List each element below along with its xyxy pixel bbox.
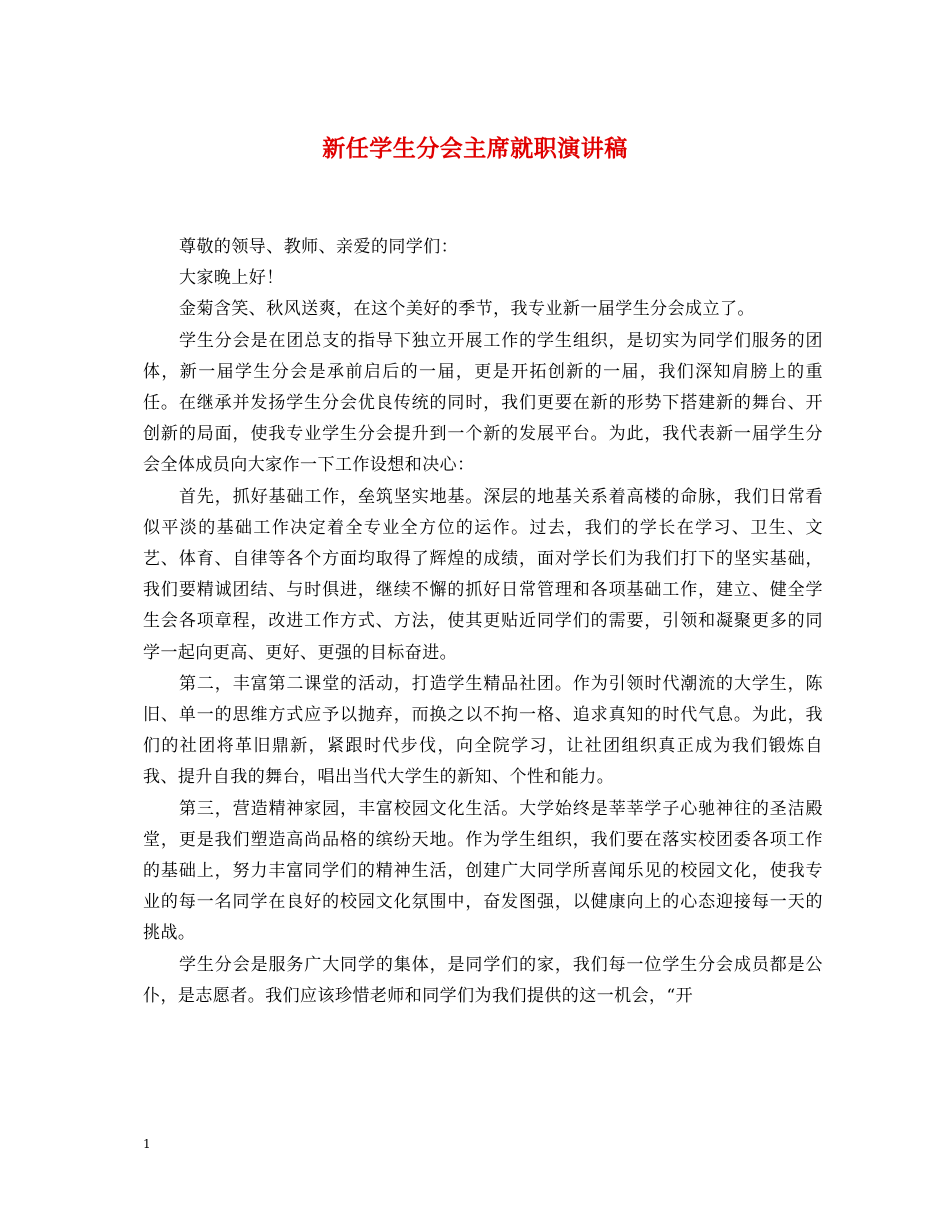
paragraph-second-point: 第二，丰富第二课堂的活动，打造学生精品社团。作为引领时代潮流的大学生，陈旧、单一的思维方式应予以抛弃，而换之以不拘一格、追求真知的时代气息。为此，我们的社团将革旧鼎新，紧跟时代步伐，向全院学习，让社团组织真正成为我们锻炼自我、提升自我的舞台，唱出当代大学生的新知、个性和能力。: [143, 673, 823, 788]
paragraph-closing: 学生分会是服务广大同学的集体，是同学们的家，我们每一位学生分会成员都是公仆，是志愿者。我们应该珍惜老师和同学们为我们提供的这一机会，“开: [143, 954, 823, 1006]
page-number: 1: [143, 1137, 151, 1151]
paragraph-salutation: 尊敬的领导、教师、亲爱的同学们：: [179, 237, 459, 257]
paragraph-first-point: 首先，抓好基础工作，垒筑坚实地基。深层的地基关系着高楼的命脉，我们日常看似平淡的基础工作决定着全专业全方位的运作。过去，我们的学长在学习、卫生、文艺、体育、自律等各个方面均取得了辉煌的成绩，面对学长们为我们打下的坚实基础，我们要精诚团结、与时俱进，继续不懈的抓好日常管理和各项基础工作，建立、健全学生会各项章程，改进工作方式、方法，使其更贴近同学们的需要，引领和凝聚更多的同学一起向更高、更好、更强的目标奋进。: [143, 486, 823, 663]
paragraph-greeting: 大家晚上好！: [179, 268, 284, 289]
paragraph-third-point: 第三，营造精神家园，丰富校园文化生活。大学始终是莘莘学子心驰神往的圣洁殿堂，更是我们塑造高尚品格的缤纷天地。作为学生组织，我们要在落实校团委各项工作的基础上，努力丰富同学们的精神生活，创建广大同学所喜闻乐见的校园文化，使我专业的每一名同学在良好的校园文化氛围中，奋发图强，以健康向上的心态迎接每一天的挑战。: [143, 798, 823, 944]
paragraph-opening: 金菊含笑、秋风送爽，在这个美好的季节，我专业新一届学生分会成立了。: [179, 299, 755, 320]
document-body: [143, 232, 823, 1012]
paragraph-introduction: 学生分会是在团总支的指导下独立开展工作的学生组织，是切实为同学们服务的团体，新一届学生分会是承前启后的一届，更是开拓创新的一届，我们深知肩膀上的重任。在继承并发扬学生分会优良传统的同时，我们更要在新的形势下搭建新的舞台、开创新的局面，使我专业学生分会提升到一个新的发展平台。为此，我代表新一届学生分会全体成员向大家作一下工作设想和决心：: [143, 330, 823, 476]
document-title: 新任学生分会主席就职演讲稿: [322, 135, 628, 162]
